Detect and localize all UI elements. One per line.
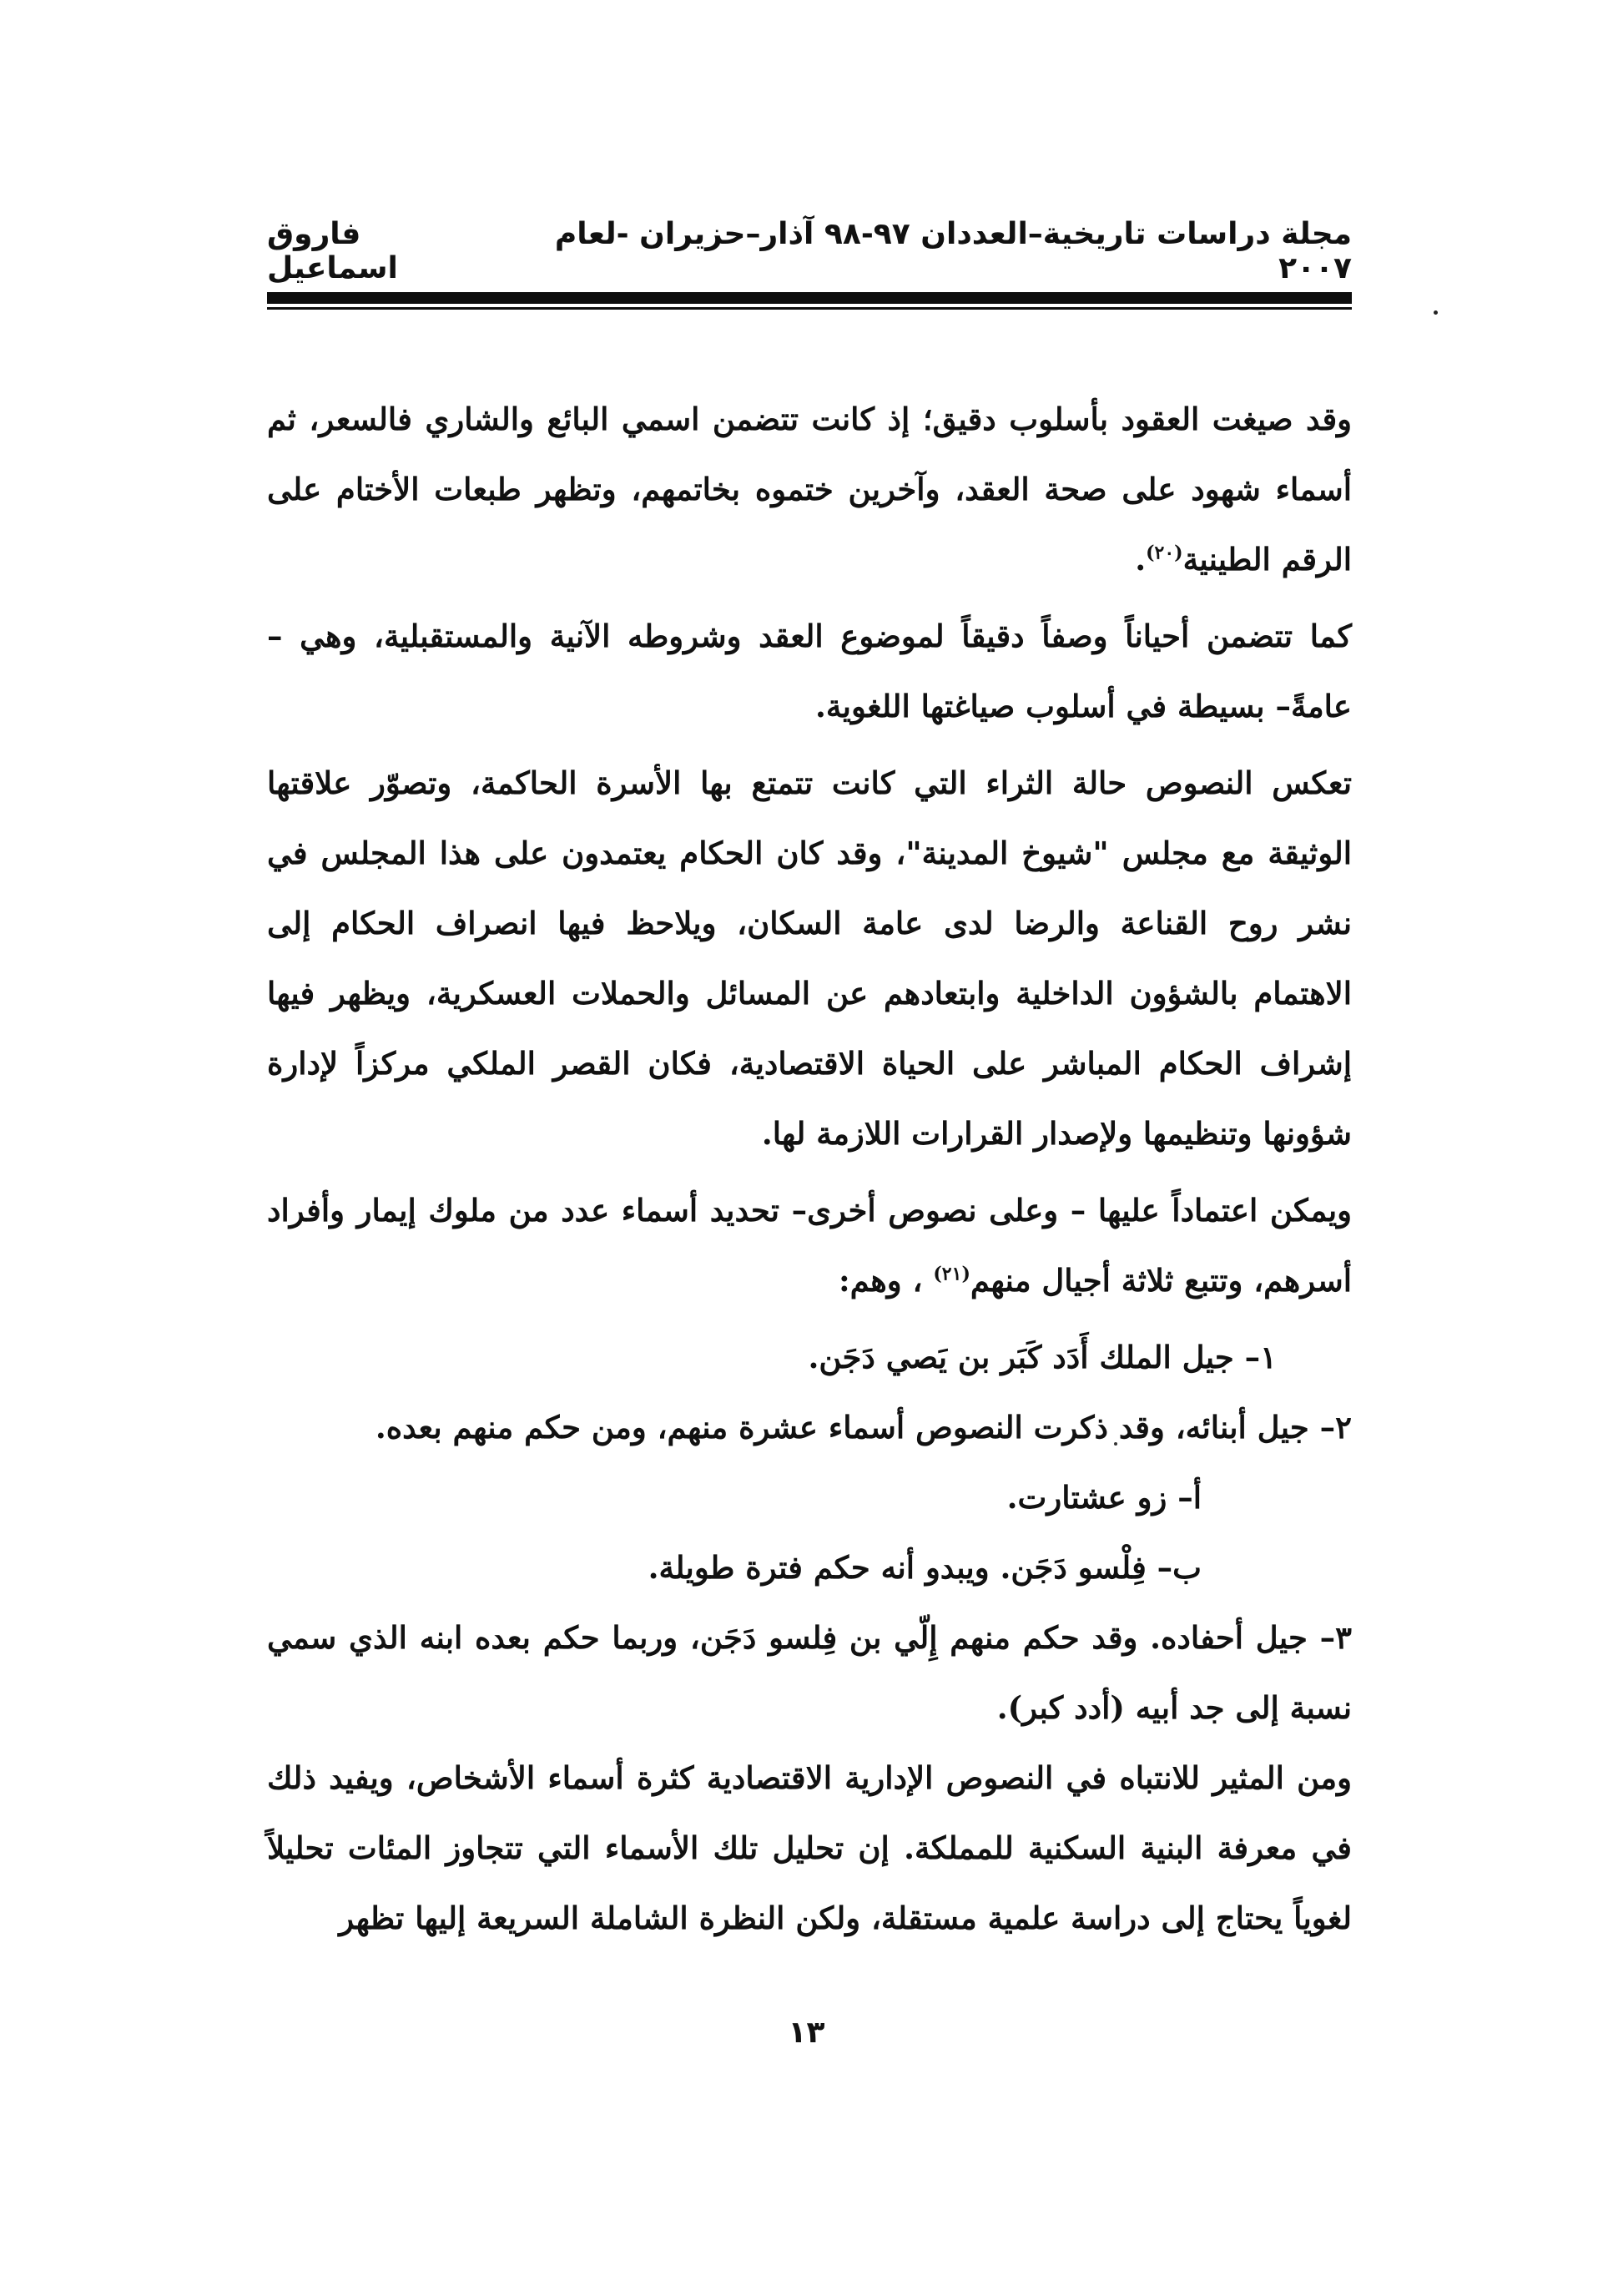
scan-speck [1434, 310, 1438, 315]
sub-item-b: ب– فِلْسو دَجَن. ويبدو أنه حكم فترة طويلة. [648, 1549, 1202, 1586]
journal-title: مجلة دراسات تاريخية–العددان ٩٧-٩٨ آذار–حزيران -لعام ٢٠٠٧ [554, 217, 1352, 285]
paragraph-text: ويمكن اعتماداً عليها – وعلى نصوص أخرى– تحديد أسماء عدد من ملوك إيمار وأفراد أسرهم، وتتبع ثلاثة أجيال منهم [267, 1192, 1352, 1299]
list-item-generation-3: ٣– جيل أحفاده. وقد حكم منهم إِلّي بن فِلسو دَجَن، وربما حكم بعده ابنه الذي سمي نسبة إلى جد أبيه (أدد كبر). [267, 1619, 1352, 1726]
paragraph-personal-names: ومن المثير للانتباه في النصوص الإدارية الاقتصادية كثرة أسماء الأشخاص، ويفيد ذلك في معرفة البنية السكنية للمملكة. إن تحليل تلك الأسماء التي تتجاوز المئات تحليلاً لغوياً يحتاج إلى دراسة علمية مستقلة، ولكن النظرة الشاملة السريعة إليها تظهر [267, 1759, 1352, 1936]
running-header [267, 217, 1352, 285]
paragraph-end: . [1135, 541, 1147, 578]
footnote-ref-20[interactable]: (٢٠) [1146, 542, 1183, 564]
body-text [267, 384, 1352, 1960]
paragraph-text: وقد صيغت العقود بأسلوب دقيق؛ إذ كانت تتضمن اسمي البائع والشاري فالسعر، ثم أسماء شهود على صحة العقد، وآخرين ختموه بخاتمهم، وتظهر طبعات الأختام على الرقم الطينية [267, 401, 1352, 578]
footnote-ref-21[interactable]: (٢١) [933, 1263, 970, 1285]
paragraph-kings-emar [267, 1175, 1352, 1315]
paragraph-ruling-family: تعكس النصوص حالة الثراء التي كانت تتمتع بها الأسرة الحاكمة، وتصوّر علاقتها الوثيقة مع مجلس "شيوخ المدينة"، وقد كان الحكام يعتمدون على هذا المجلس في نشر روح القناعة والرضا لدى عامة السكان، ويلاحظ فيها انصراف الحكام إلى الاهتمام بالشؤون الداخلية وابتعادهم عن المسائل والحملات العسكرية، ويظهر فيها إشراف الحكام المباشر على الحياة الاقتصادية، فكان القصر الملكي مركزاً لإدارة شؤونها وتنظيمها ولإصدار القرارات اللازمة لها. [267, 764, 1352, 1152]
sub-item-a: أ– زو عشتارت. [1006, 1479, 1202, 1516]
author-name: فاروق اسماعيل [267, 217, 398, 285]
paragraph-contracts [267, 384, 1352, 594]
header-rule [267, 292, 1352, 304]
paragraph-end: ، وهم: [839, 1262, 934, 1299]
list-item-generation-2: ٢– جيل أبنائه، وقد ذكرت النصوص أسماء عشرة منهم، ومن حكم منهم بعده. [375, 1409, 1352, 1446]
list-item-generation-1: ١– جيل الملك أَدَد كَبَر بن يَصي دَجَن. [808, 1339, 1277, 1375]
page-number: ١٣ [788, 2016, 825, 2050]
header-rule-thin [267, 307, 1352, 310]
paragraph-contract-terms: كما تتضمن أحياناً وصفاً دقيقاً لموضوع العقد وشروطه الآنية والمستقبلية، وهي –عامةً– بسيطة في أسلوب صياغتها اللغوية. [267, 618, 1352, 724]
